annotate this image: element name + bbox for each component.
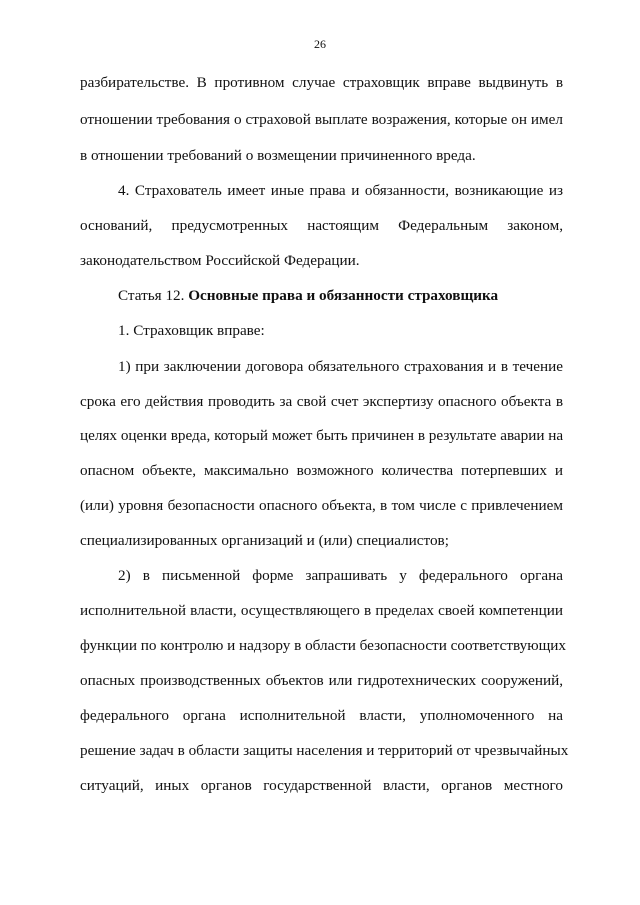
article-prefix: Статья 12.	[118, 287, 189, 304]
text-line: срока его действия проводить за свой счет экспертизу опасного объекта в	[80, 393, 563, 410]
text-line: в отношении требований о возмещении причиненного вреда.	[80, 147, 476, 164]
text-line: функции по контролю и надзору в области безопасности соответствующих	[80, 637, 567, 654]
text-line: законодательством Российской Федерации.	[80, 252, 360, 269]
text-line: (или) уровня безопасности опасного объекта, в том числе с привлечением	[80, 497, 563, 514]
text-line: исполнительной власти, осуществляющего в пределах своей компетенции	[80, 602, 563, 619]
text-line: оснований, предусмотренных настоящим Федеральным законом,	[80, 217, 563, 234]
text-line: разбирательстве. В противном случае страховщик вправе выдвинуть в	[80, 74, 563, 91]
text-line: отношении требования о страховой выплате возражения, которые он имел	[80, 111, 563, 128]
article-heading	[118, 287, 498, 305]
text-line: 1. Страховщик вправе:	[118, 322, 265, 339]
text-line: специализированных организаций и (или) специалистов;	[80, 532, 449, 549]
text-line: опасном объекте, максимально возможного количества потерпевших и	[80, 462, 563, 479]
page-number: 26	[314, 37, 326, 51]
text-line: 4. Страхователь имеет иные права и обязанности, возникающие из	[118, 182, 563, 199]
text-line: 1) при заключении договора обязательного страхования и в течение	[118, 358, 563, 375]
text-line: целях оценки вреда, который может быть причинен в результате аварии на	[80, 427, 564, 444]
article-title: Основные права и обязанности страховщика	[188, 287, 499, 304]
text-line: 2) в письменной форме запрашивать у федерального органа	[118, 567, 563, 584]
text-line: опасных производственных объектов или гидротехнических сооружений,	[80, 672, 563, 689]
text-line: решение задач в области защиты населения и территорий от чрезвычайных	[80, 742, 569, 759]
text-line: ситуаций, иных органов государственной власти, органов местного	[80, 777, 563, 794]
text-line: федерального органа исполнительной власти, уполномоченного на	[80, 707, 563, 724]
